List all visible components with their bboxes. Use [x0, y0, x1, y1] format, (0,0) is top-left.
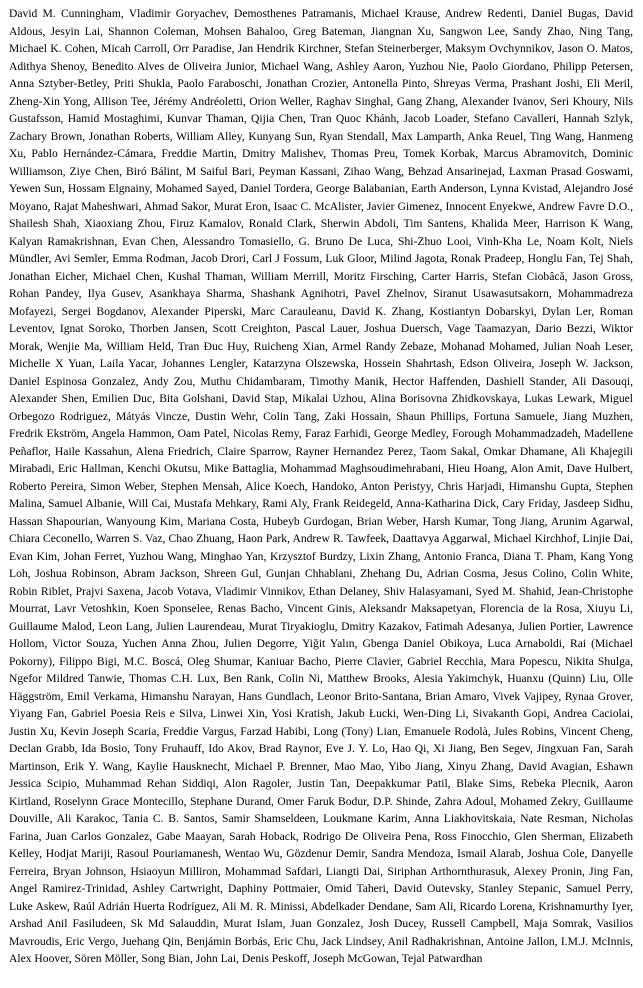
author-list: David M. Cunningham, Vladimir Goryachev, Demosthenes Patramanis, Michael Krause, Andrew Redenti, Daniel Bugas, David Aldous, Jesyin Lai, Shannon Coleman, Mohsen Bahaloo, Greg Bateman, Jiangnan Xu, Sangwon Lee, Sandy Zhao, Ning Tang, Michael K. Cohen, Micah Carroll, Orr Paradise, Jan Hendrik Kirchner, Stefan Steinerberger, Maksym Ovchynnikov, Jason O. Matos, Adithya Shenoy, Benedito Alves de Oliveira Junior, Michael Wang, Ashley Aaron, Yuzhou Nie, Paolo Giordano, Philipp Petersen, Anna Sztyber-Betley, Priti Shukla, Paolo Faraboschi, Jonathan Crozier, Antonella Pinto, Shreyas Verma, Prashant Joshi, Eli Meril, Zheng-Xin Yong, Allison Tee, Jérémy Andréoletti, Orion Weller, Raghav Singhal, Gang Zhang, Alexander Ivanov, Seri Khoury, Nils Gustafsson, Hamid Mostaghimi, Kunvar Thaman, Qijia Chen, Tran Quoc Khánh, Jacob Loader, Stefano Cavalleri, Hannah Szlyk, Zachary Brown, Jonathan Roberts, William Alley, Kunyang Sun, Ryan Stendall, Max Lamparth, Anka Reuel, Ting Wang, Hanmeng Xu, Pablo Hernández-Cámara, Freddie Martin, Dmitry Malishev, Thomas Preu, Tomek Korbak, Marcus Abramovitch, Dominic Williamson, Ziye Chen, Biró Bálint, M Saiful Bari, Peyman Kassani, Zihao Wang, Behzad Ansarinejad, Laxman Prasad Goswami, Yewen Sun, Hossam Elgnainy, Mohamed Sayed, Daniel Tordera, George Balabanian, Earth Anderson, Lynna Kvistad, Alejandro José Moyano, Rajat Maheshwari, Ahmad Sakor, Murat Eron, Isaac C. McAlister, Javier Gimenez, Innocent Enyekwe, Andrew Favre D.O., Shailesh Shah, Xiaoxiang Zhou, Firuz Kamalov, Ronald Clark, Sherwin Abdoli, Tim Santens, Khalida Meer, Harrison K Wang, Kalyan Ramakrishnan, Evan Chen, Alessandro Tomasiello, G. Bruno De Luca, Shi-Zhuo Looi, Vinh-Kha Le, Noam Kolt, Niels Mündler, Avi Semler, Emma Rodman, Jacob Drori, Carl J Fossum, Luk Gloor, Milind Jagota, Ronak Pradeep, Honglu Fan, Tej Shah, Jonathan Eicher, Michael Chen, Kushal Thaman, William Merrill, Moritz Firsching, Carter Harris, Stefan Ciobâcă, Jason Gross, Rohan Pandey, Ilya Gusev, Asankhaya Sharma, Shashank Agnihotri, Pavel Zhelnov, Siranut Usawasutsakorn, Mohammadreza Mofayezi, Sergei Bogdanov, Alexander Piperski, Marc Carauleanu, David K. Zhang, Kostiantyn Dobarskyi, Dylan Ler, Roman Leventov, Ignat Soroko, Thorben Jansen, Scott Creighton, Pascal Lauer, Joshua Duersch, Vage Taamazyan, Dario Bezzi, Wiktor Morak, Wenjie Ma, William Held, Tran Đuc Huy, Ruicheng Xian, Armel Randy Zebaze, Mohanad Mohamed, Julian Noah Leser, Michelle X Yuan, Laila Yacar, Johannes Lengler, Katarzyna Olszewska, Hossein Shahrtash, Edson Oliveira, Joseph W. Jackson, Daniel Espinosa Gonzalez, Andy Zou, Muthu Chidambaram, Timothy Manik, Hector Haffenden, Dashiell Stander, Ali Dasouqi, Alexander Shen, Emilien Duc, Bita Golshani, David Stap, Mikalai Uzhou, Alina Borisovna Zhidkovskaya, Lukas Lewark, Miguel Orbegozo Rodriguez, Mátyás Vincze, Dustin Wehr, Colin Tang, Zaki Hossain, Shaun Phillips, Fortuna Samuele, Jiang Muzhen, Fredrik Ekström, Angela Hammon, Oam Patel, Nicolas Remy, Faraz Farhidi, George Medley, Forough Mohammadzadeh, Madellene Peñaflor, Haile Kassahun, Alena Friedrich, Claire Sparrow, Rayner Hernandez Perez, Taom Sakal, Omkar Dhamane, Ali Khajegili Mirabadi, Eric Hallman, Kenchi Okutsu, Mike Battaglia, Mohammad Maghsoudimehrabani, Hieu Hoang, Alon Amit, Dave Hulbert, Roberto Pereira, Simon Weber, Stephen Mensah, Alice Koech, Handoko, Anton Peristyy, Chris Harjadi, Himanshu Gupta, Stephen Malina, Samuel Albanie, Will Cai, Mustafa Mehkary, Rami Aly, Frank Reidegeld, Anna-Katharina Dick, Cary Friday, Jasdeep Sidhu, Hassan Shapourian, Wanyoung Kim, Mariana Costa, Hubeyb Gurdogan, Brian Weber, Harsh Kumar, Tong Jiang, Arunim Agarwal, Chiara Ceconello, Warren S. Vaz, Chao Zhuang, Haon Park, Andrew R. Tawfeek, Daattavya Aggarwal, Michael Kirchhof, Linjie Dai, Evan Kim, Johan Ferret, Yuzhou Wang, Minghao Yan, Krzysztof Burdzy, Lixin Zhang, Antonio Franca, Diana T. Pham, Kang Yong Loh, Joshua Robinson, Abram Jackson, Shreen Gul, Gunjan Chhablani, Zhehang Du, Adrian Cosma, Jesus Colino, Colin White, Robin Riblet, Prajvi Saxena, Jacob Votava, Vladimir Vinnikov, Ethan Delaney, Shiv Halasyamani, Syed M. Shahid, Jean-Christophe Mourrat, Lavr Vetoshkin, Koen Sponselee, Renas Bacho, Vincent Ginis, Aleksandr Maksapetyan, Florencia de la Rosa, Xiuyu Li, Guillaume Malod, Leon Lang, Julien Laurendeau, Murat Tiryakioglu, Dmitry Kazakov, Fatimah Adesanya, Julien Portier, Lawrence Hollom, Victor Souza, Yuchen Anna Zhou, Julien Degorre, Yiğit Yalın, Gbenga Daniel Obikoya, Luca Arnaboldi, Rai (Michael Pokorny), Filippo Bigi, M.C. Boscá, Oleg Shumar, Kaniuar Bacho, Pierre Clavier, Gabriel Recchia, Mara Popescu, Nikita Shulga, Ngefor Mildred Tanwie, Thomas C.H. Lux, Ben Rank, Colin Ni, Matthew Brooks, Alesia Yakimchyk, Huanxu (Quinn) Liu, Olle Häggström, Emil Verkama, Himanshu Narayan, Hans Gundlach, Leonor Brito-Santana, Brian Amaro, Vivek Vajipey, Rynaa Grover, Yiyang Fan, Gabriel Poesia Reis e Silva, Linwei Xin, Yosi Kratish, Jakub Łucki, Wen-Ding Li, Sivakanth Gopi, Andrea Caciolai, Justin Xu, Kevin Joseph Scaria, Freddie Vargus, Farzad Habibi, Long (Tony) Lian, Emanuele Rodolà, Jules Robins, Vincent Cheng, Declan Grabb, Ida Bosio, Tony Fruhauff, Ido Akov, Brad Raynor, Eve J. Y. Lo, Hao Qi, Xi Jiang, Ben Segev, Jingxuan Fan, Sarah Martinson, Erik Y. Wang, Kaylie Hausknecht, Michael P. Brenner, Mao Mao, Yibo Jiang, Xinyu Zhang, David Avagian, Eshawn Jessica Scipio, Muhammad Rehan Siddiqi, Alon Ragoler, Justin Tan, Deepakkumar Patil, Blake Sims, Rebeka Plecnik, Aaron Kirtland, Roselynn Grace Montecillo, Stephane Durand, Omer Faruk Bodur, D.P. Shinde, Zahra Adoul, Mohamed Zekry, Guillaume Douville, Ali Karakoc, Tania C. B. Santos, Samir Shamseldeen, Loukmane Karim, Anna Liakhovitskaia, Nate Resman, Nicholas Farina, Juan Carlos Gonzalez, Gabe Maayan, Sarah Hoback, Rodrigo De Oliveira Pena, Ross Finocchio, Glen Sherman, Elizabeth Kelley, Hodjat Mariji, Rasoul Pouriamanesh, Wentao Wu, Gözdenur Demir, Sandra Mendoza, Ismail Alarab, Joshua Cole, Danyelle Ferreira, Bryan Johnson, Hsiaoyun Milliron, Mohammad Safdari, Liangti Dai, Siriphan Arthornthurasuk, Alexey Pronin, Jing Fan, Angel Ramirez-Trinidad, Ashley Cartwright, Daphiny Pottmaier, Omid Taheri, David Outevsky, Stanley Stepanic, Samuel Perry, Luke Askew, Raúl Adrián Huerta Rodríguez, Ali M. R. Minissi, Abdelkader Dendane, Sam Ali, Ricardo Lorena, Krishnamurthy Iyer, Arshad Anil Fasiludeen, Sk Md Salauddin, Murat Islam, Juan Gonzalez, Josh Ducey, Russell Campbell, Maja Somrak, Vasilios Mavroudis, Eric Vergo, Juehang Qin, Benjámin Borbás, Eric Chu, Jack Lindsey, Anil Radhakrishnan, Antoine Jallon, I.M.J. McInnis, Alex Hoover, Sören Möller, Song Bian, John Lai, Denis Peskoff, Joseph McGowan, Tejal Patwardhan	[9, 7, 633, 965]
